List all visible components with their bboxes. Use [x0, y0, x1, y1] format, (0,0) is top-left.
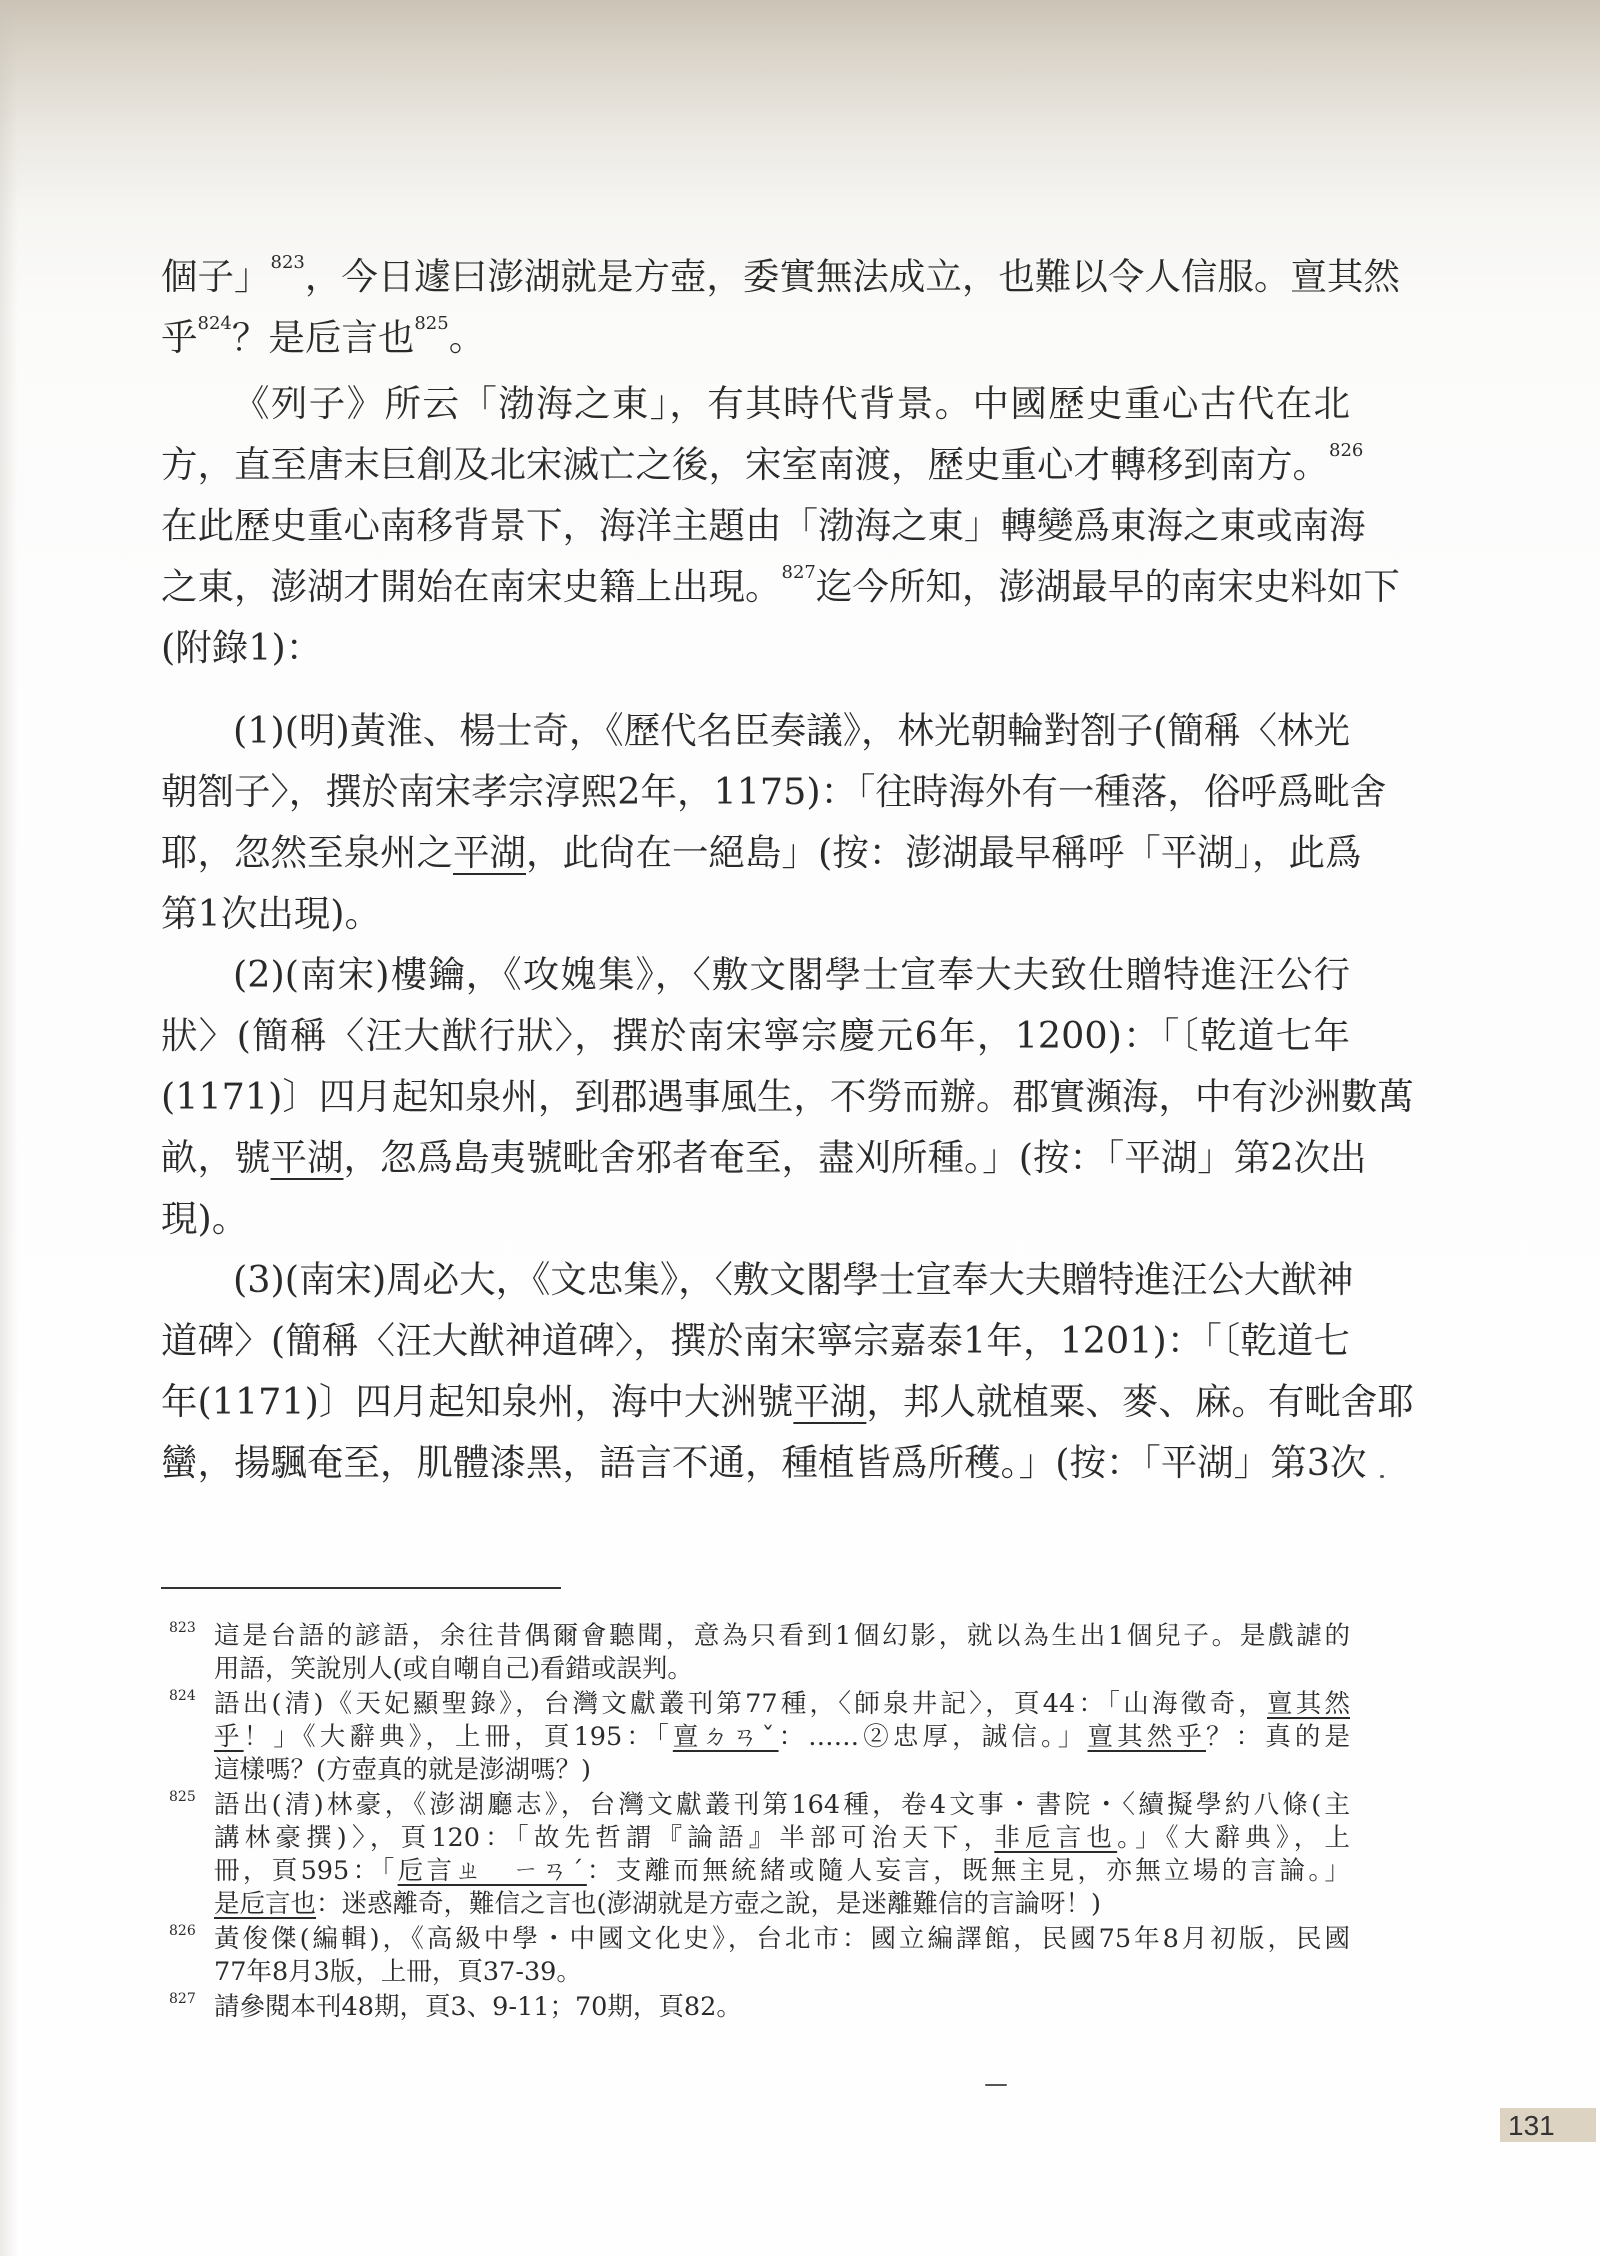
text-line [161, 1188, 1350, 1249]
text-run: 在此歷史重心南移背景下，海洋主題由「渤海之東」轉變爲東海之東或南海 [161, 504, 1366, 547]
text-run: 講林豪撰)〉，頁120：「故先哲謂『論語』半部可治天下， [214, 1823, 995, 1853]
underlined-text: 乎 [214, 1722, 244, 1752]
paragraph [161, 1249, 1414, 1493]
text-line [161, 373, 1350, 434]
text-line [161, 944, 1350, 1005]
underlined-text: 亶其然 [1267, 1689, 1350, 1719]
underlined-text: 亶其然乎 [1087, 1722, 1206, 1752]
text-run: 之東，澎湖才開始在南宋史籍上出現。 [161, 565, 782, 608]
text-run: 第1次出現)。 [161, 892, 381, 935]
text-run: 語出(清)林豪，《澎湖廳志》，台灣文獻叢刊第164種，卷4文事・書院・〈續擬學約八條(主 [214, 1790, 1350, 1820]
text-line [214, 1688, 1350, 1721]
footnote [161, 1688, 1350, 1787]
text-line [161, 556, 1400, 617]
text-line [161, 495, 1366, 556]
underlined-text: 亶ㄉㄢˇ [672, 1722, 779, 1752]
text-line [161, 1249, 1354, 1310]
text-line [161, 1066, 1414, 1127]
footnote-ref: 827 [781, 562, 816, 583]
text-run: 狀〉(簡稱〈汪大猷行狀〉，撰於南宋寧宗慶元6年，1200)：「〔乾道七年 [161, 1014, 1350, 1057]
footnote-number: 823 [169, 1620, 196, 1636]
text-run: 這是台語的諺語，余往昔偶爾會聽聞，意為只看到1個幻影，就以為生出1個兒子。是戲謔的 [214, 1621, 1350, 1651]
footnote [161, 1991, 1350, 2024]
text-run: ？：真的是 [1205, 1722, 1350, 1752]
scan-edge-shadow [0, 0, 18, 2256]
text-run: 朝劄子〉，撰於南宋孝宗淳熙2年，1175)：「往時海外有一種落，俗呼爲毗舍 [161, 770, 1387, 813]
text-run: ：迷惑離奇，難信之言也(澎湖就是方壺之說，是迷離難信的言論呀！) [316, 1889, 1101, 1919]
paragraph [161, 373, 1400, 678]
underlined-text: 是卮言也 [214, 1889, 317, 1919]
text-line [161, 700, 1350, 761]
text-run: ！」《大辭典》，上冊，頁195：「 [243, 1722, 673, 1752]
text-run: 迄今所知，澎湖最早的南宋史料如下 [815, 565, 1400, 608]
footnote-number: 824 [169, 1688, 196, 1704]
footnote-divider [161, 1587, 561, 1589]
text-run: 77年8月3版，上冊，頁37-39。 [214, 1957, 582, 1987]
text-line [161, 822, 1362, 883]
underlined-text: 平湖 [453, 831, 526, 874]
underlined-text: 平湖 [793, 1380, 867, 1423]
text-run: ，忽爲島夷號毗舍邪者奄至，盡刈所種。」(按：「平湖」第2次出 [343, 1136, 1367, 1179]
text-line [214, 1754, 1350, 1787]
footnote [161, 1923, 1350, 1989]
text-line [161, 1371, 1414, 1432]
page-number: 131 [1500, 2108, 1596, 2142]
text-run: ，此尙在一絕島」(按：澎湖最早稱呼「平湖」，此爲 [526, 831, 1362, 874]
text-line [161, 1310, 1350, 1371]
text-line [161, 883, 1350, 944]
text-run: 。」《大辭典》，上 [1117, 1823, 1350, 1853]
text-run: 黃俊傑(編輯)，《高級中學・中國文化史》，台北市：國立編譯館，民國75年8月初版，民國 [214, 1924, 1350, 1954]
text-run: 畝，號 [161, 1136, 271, 1179]
text-line [214, 1789, 1350, 1822]
text-run: 《列子》所云「渤海之東」，有其時代背景。中國歷史重心古代在北 [233, 382, 1350, 425]
text-line [214, 1956, 1350, 1989]
text-run: 乎 [161, 316, 198, 359]
text-run: 用語，笑說別人(或自嘲自己)看錯或誤判。 [214, 1654, 693, 1684]
text-run: 耶，忽然至泉州之 [161, 831, 453, 874]
body-text [161, 246, 1414, 1493]
footnote-number: 825 [169, 1789, 196, 1805]
text-run: ：……②忠厚，誠信。」 [778, 1722, 1088, 1752]
text-run: 年(1171)〕四月起知泉州，海中大洲號 [161, 1380, 794, 1423]
paragraph [161, 246, 1400, 368]
text-line [214, 1888, 1350, 1921]
paragraph [161, 700, 1387, 944]
text-run: 方，直至唐末巨創及北宋滅亡之後，宋室南渡，歷史重心才轉移到南方。 [161, 443, 1329, 486]
text-run: 冊，頁595：「 [214, 1856, 398, 1886]
footnotes [161, 1620, 1350, 2026]
scan-speck [985, 2084, 1007, 2086]
footnote-ref: 824 [197, 313, 232, 334]
underlined-text: 平湖 [270, 1136, 344, 1179]
text-line [161, 1127, 1367, 1188]
text-run: (1171)〕四月起知泉州，到郡遇事風生，不勞而辦。郡實瀕海，中有沙洲數萬 [161, 1075, 1414, 1118]
text-run: 。 [448, 316, 486, 359]
text-run: (1)(明)黃淮、楊士奇，《歷代名臣奏議》，林光朝輪對劄子(簡稱〈林光 [233, 709, 1350, 752]
footnote-ref: 823 [270, 252, 305, 273]
text-run: (3)(南宋)周必大，《文忠集》，〈敷文閣學士宣奉大夫贈特進汪公大猷神 [233, 1258, 1354, 1301]
text-line [214, 1721, 1350, 1754]
text-run: 蠻，揚颿奄至，肌體漆黑，語言不通，種植皆爲所穫。」(按：「平湖」第3次 [161, 1441, 1367, 1484]
footnote-ref: 825 [414, 313, 449, 334]
text-line [161, 617, 1350, 678]
text-line [161, 434, 1364, 495]
footnote [161, 1789, 1350, 1921]
paragraph [161, 944, 1414, 1249]
underlined-text: 非卮言也 [994, 1823, 1118, 1853]
text-run: (附錄1)： [161, 626, 323, 669]
text-run: 這樣嗎？(方壺真的就是澎湖嗎？) [214, 1755, 591, 1785]
text-run: (2)(南宋)樓鑰，《攻媿集》，〈敷文閣學士宣奉大夫致仕贈特進汪公行 [233, 953, 1350, 996]
text-run: 個子」 [161, 255, 271, 298]
text-line [161, 307, 1350, 368]
text-run: 語出(清)《天妃顯聖錄》，台灣文獻叢刊第77種，〈師泉井記〉，頁44：「山海徵奇， [214, 1689, 1267, 1719]
underlined-text: 卮言ㄓ ㄧㄢˊ [397, 1856, 587, 1886]
text-line [161, 246, 1400, 307]
text-line [214, 1822, 1350, 1855]
text-run: ，今日遽曰澎湖就是方壺，委實無法成立，也難以令人信服。亶其然 [304, 255, 1400, 298]
text-run: ，邦人就植粟、麥、麻。有毗舍耶 [866, 1380, 1414, 1423]
text-line [214, 1923, 1350, 1956]
text-line [214, 1620, 1350, 1653]
text-line [161, 761, 1387, 822]
text-line [161, 1005, 1350, 1066]
footnote [161, 1620, 1350, 1686]
text-run: ：支離而無統緒或隨人妄言，既無主見，亦無立場的言論。」 [586, 1856, 1350, 1886]
scan-speck [1380, 1475, 1384, 1478]
text-line [161, 1432, 1367, 1493]
text-run: 道碑〉(簡稱〈汪大猷神道碑〉，撰於南宋寧宗嘉泰1年，1201)：「〔乾道七 [161, 1319, 1350, 1362]
text-line [214, 1991, 1350, 2024]
text-run: 現)。 [161, 1197, 249, 1240]
text-line [214, 1653, 1350, 1686]
footnote-number: 827 [169, 1991, 196, 2007]
text-run: 請參閱本刊48期，頁3、9-11；70期，頁82。 [214, 1992, 742, 2022]
footnote-ref: 826 [1329, 440, 1364, 461]
text-run: ？是卮言也 [231, 316, 415, 359]
text-line [214, 1855, 1350, 1888]
footnote-number: 826 [169, 1923, 196, 1939]
